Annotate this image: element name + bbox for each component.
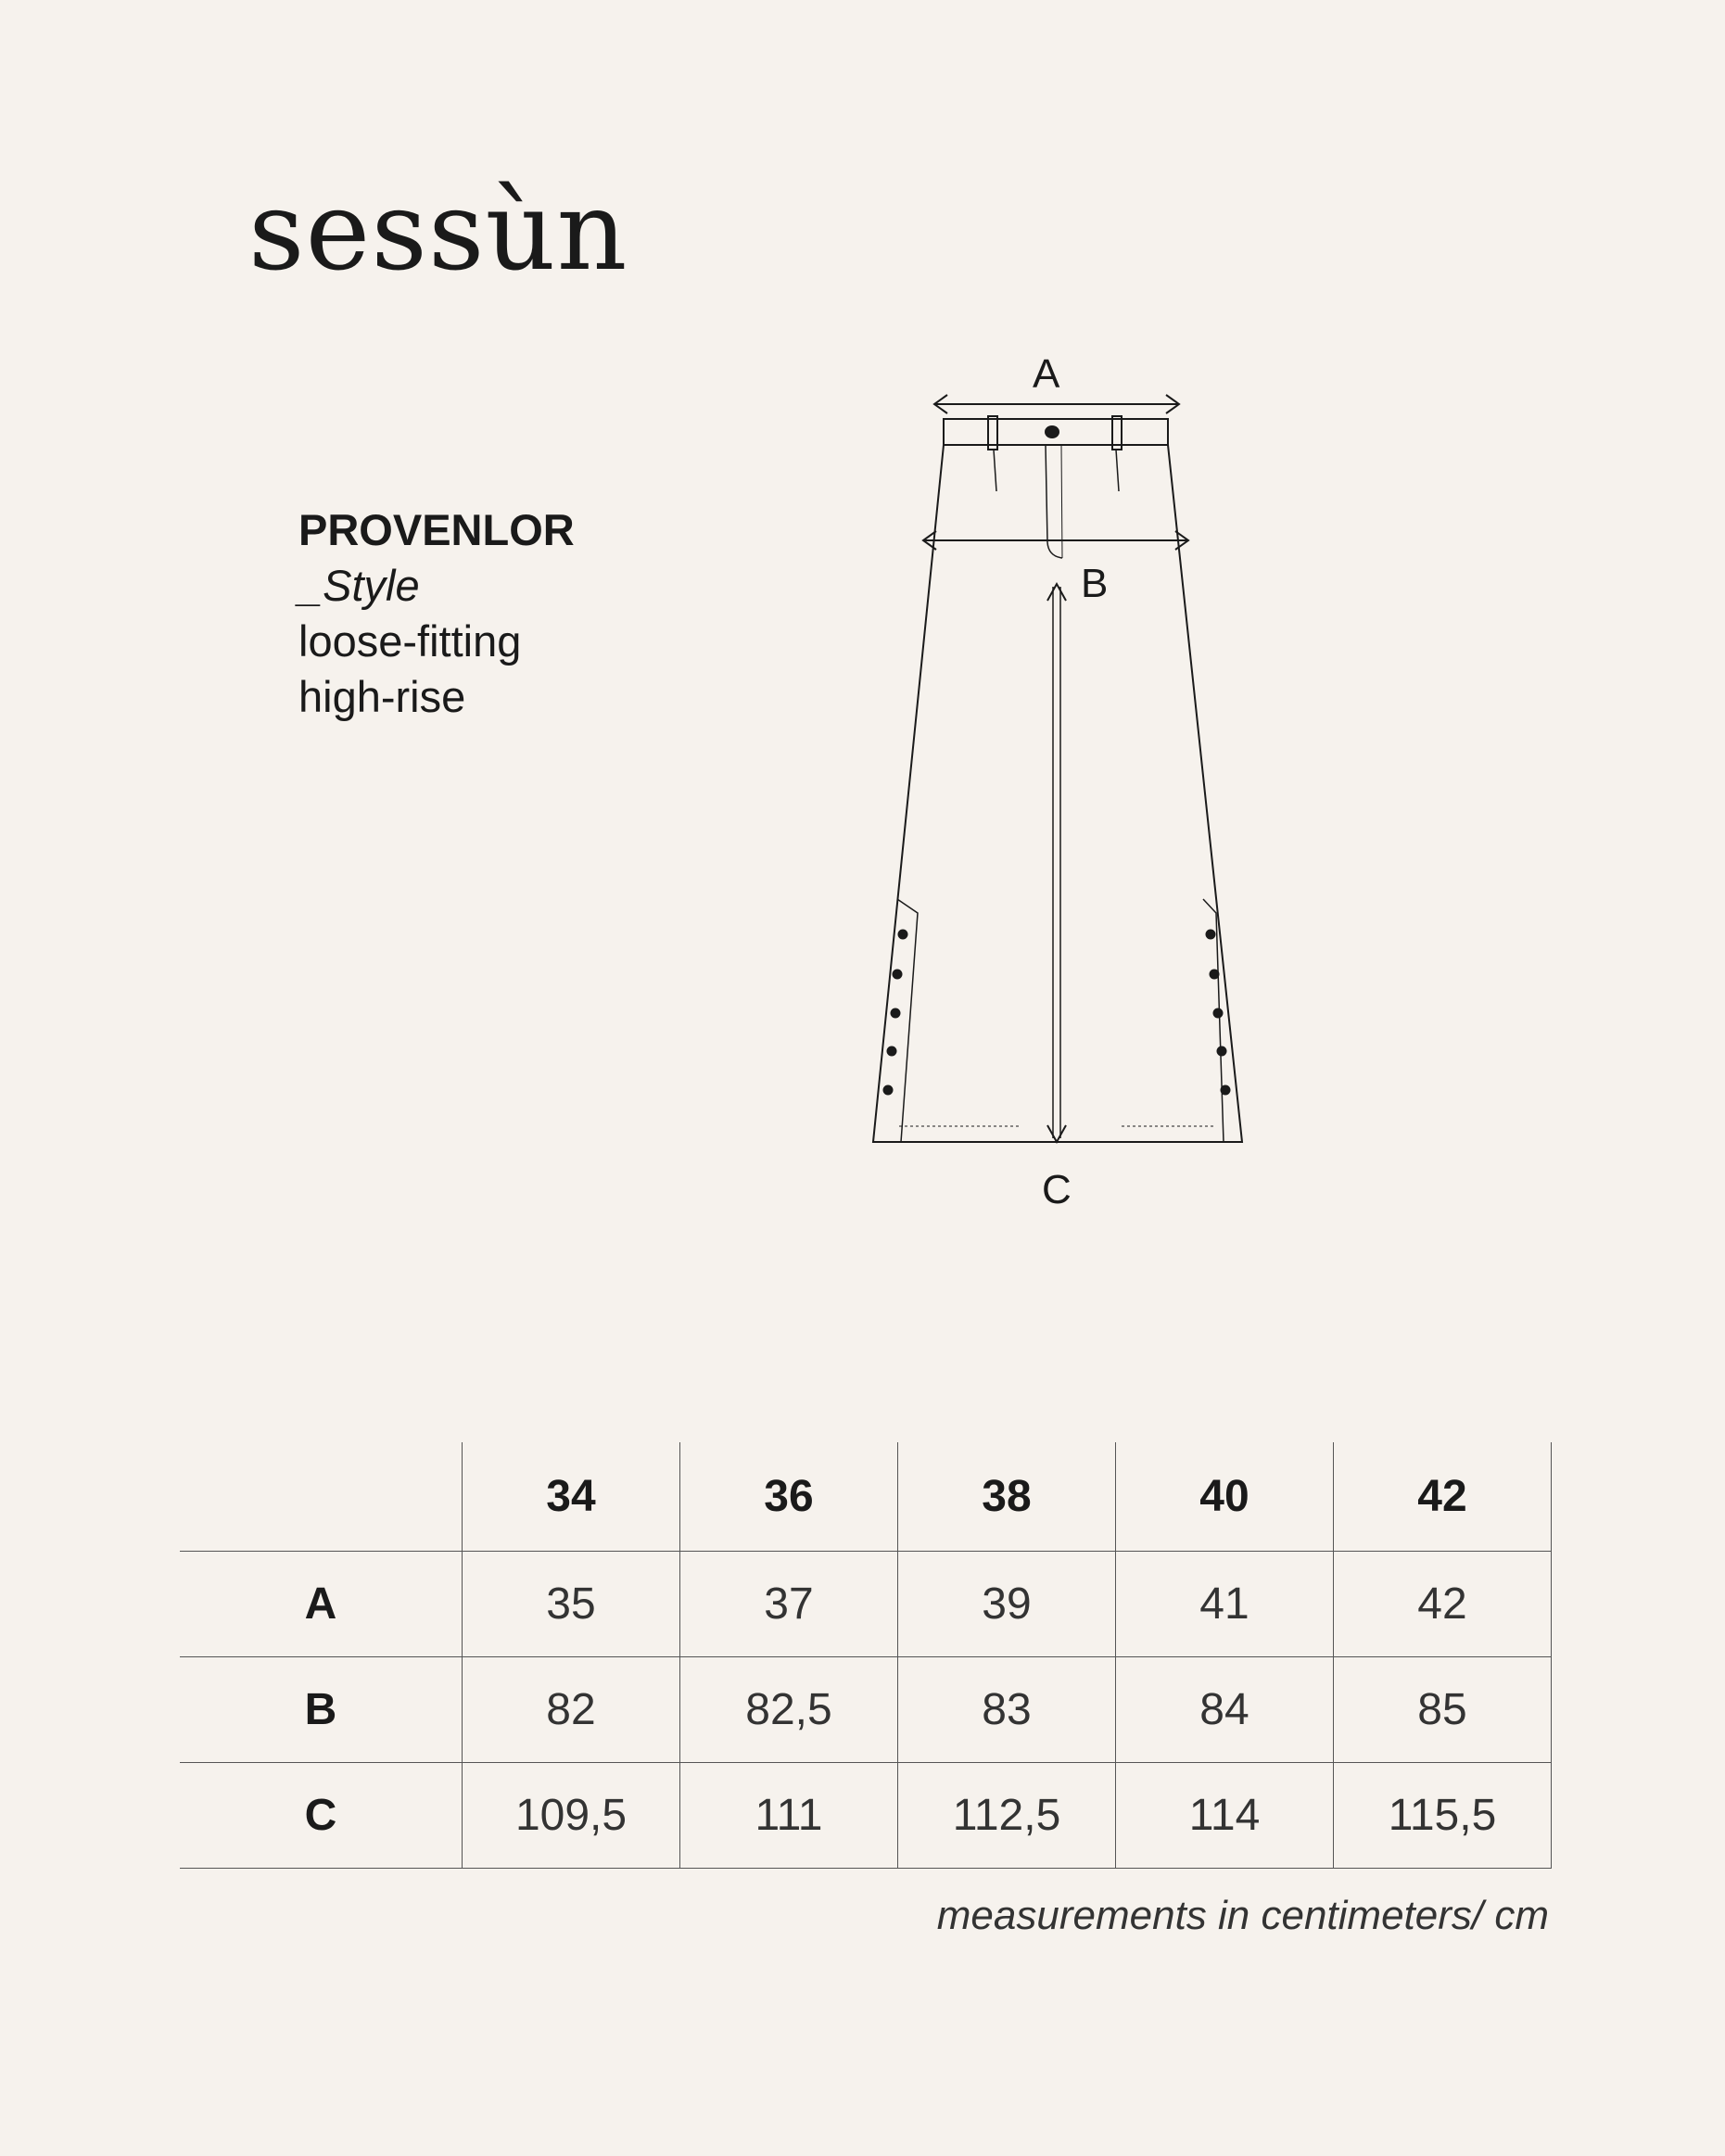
table-cell: 84 (1116, 1657, 1334, 1763)
table-cell: 112,5 (898, 1763, 1116, 1869)
table-cell: 82 (463, 1657, 680, 1763)
size-chart-table (180, 1442, 1552, 1869)
size-header-42: 42 (1334, 1442, 1552, 1552)
table-cell: 82,5 (680, 1657, 898, 1763)
size-header-38: 38 (898, 1442, 1116, 1552)
label-b: B (1081, 561, 1109, 606)
feature-rise: high-rise (298, 672, 466, 721)
table-row (180, 1763, 1552, 1869)
slit-button-left-1 (898, 930, 908, 940)
measurement-note: measurements in centimeters/ cm (936, 1893, 1549, 1938)
slit-button-left-4 (887, 1046, 897, 1057)
pleat-right (1116, 450, 1119, 491)
label-c: C (1042, 1167, 1072, 1212)
style-label: _Style (298, 561, 420, 610)
table-cell: 37 (680, 1552, 898, 1657)
dimension-c-arrow-top (1047, 584, 1066, 601)
table-row (180, 1657, 1552, 1763)
slit-button-right-5 (1221, 1085, 1231, 1096)
size-header-34: 34 (463, 1442, 680, 1552)
table-cell: 85 (1334, 1657, 1552, 1763)
table-cell: 83 (898, 1657, 1116, 1763)
label-a: A (1033, 351, 1060, 397)
table-cell: 39 (898, 1552, 1116, 1657)
trousers-outline (873, 445, 1242, 1142)
waist-button (1045, 425, 1059, 438)
table-cell: 109,5 (463, 1763, 680, 1869)
slit-button-right-1 (1206, 930, 1216, 940)
corner-cell (180, 1442, 463, 1552)
dimension-c-arrow-bottom (1047, 1125, 1066, 1142)
table-cell: 35 (463, 1552, 680, 1657)
slit-button-right-2 (1210, 970, 1220, 980)
slit-button-left-5 (883, 1085, 894, 1096)
size-header-40: 40 (1116, 1442, 1334, 1552)
table-cell: 42 (1334, 1552, 1552, 1657)
table-cell: 41 (1116, 1552, 1334, 1657)
product-name: PROVENLOR (298, 505, 575, 554)
size-header-36: 36 (680, 1442, 898, 1552)
brand-logo: sessùn (248, 167, 628, 295)
table-row (180, 1552, 1552, 1657)
row-label-b: B (180, 1657, 463, 1763)
slit-button-right-3 (1213, 1008, 1224, 1019)
feature-fit: loose-fitting (298, 616, 522, 666)
pleat-left (994, 450, 996, 491)
slit-button-left-3 (891, 1008, 901, 1019)
size-header-row (180, 1442, 1552, 1552)
slit-button-right-4 (1217, 1046, 1227, 1057)
table-cell: 111 (680, 1763, 898, 1869)
slit-button-left-2 (893, 970, 903, 980)
row-label-c: C (180, 1763, 463, 1869)
row-label-a: A (180, 1552, 463, 1657)
table-cell: 115,5 (1334, 1763, 1552, 1869)
table-cell: 114 (1116, 1763, 1334, 1869)
